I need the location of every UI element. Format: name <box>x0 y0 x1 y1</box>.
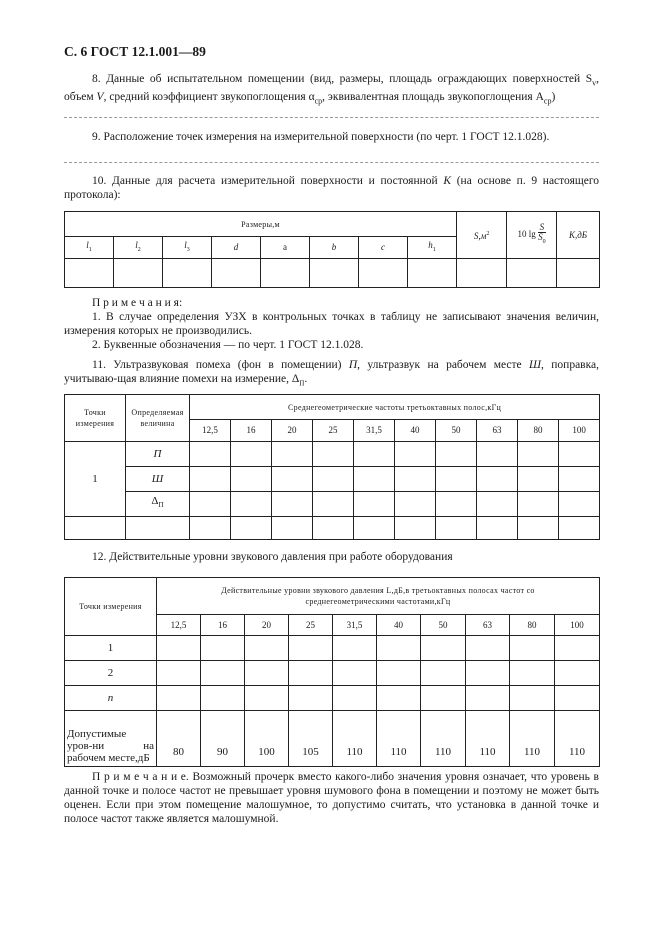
table-cell <box>201 686 245 711</box>
freq-cell: 20 <box>272 420 313 442</box>
table-cell <box>436 442 477 467</box>
table-cell <box>245 661 289 686</box>
table-cell <box>510 686 555 711</box>
table-cell <box>272 517 313 540</box>
measurement-surface-table <box>64 211 600 288</box>
table-cell <box>518 517 559 540</box>
table-cell <box>477 442 518 467</box>
page-header: С. 6 ГОСТ 12.1.001—89 <box>64 44 206 59</box>
table-cell <box>518 492 559 517</box>
quantity-p: П <box>126 442 190 467</box>
sound-pressure-table <box>64 577 600 767</box>
table-cell <box>272 442 313 467</box>
table-cell <box>395 467 436 492</box>
freq-cell: 16 <box>231 420 272 442</box>
quantity-delta: $\Delta_П$ <box>126 492 190 517</box>
col-a: a <box>261 237 310 259</box>
table-cell <box>477 492 518 517</box>
table-cell <box>395 517 436 540</box>
table-cell <box>559 492 600 517</box>
col-h1: $h_1$ <box>408 237 457 259</box>
table-cell <box>65 259 114 288</box>
allowed-level: 110 <box>555 711 600 767</box>
table-cell <box>436 492 477 517</box>
table-cell <box>436 467 477 492</box>
freq-cell: 100 <box>555 615 600 636</box>
table-cell <box>333 661 377 686</box>
allowed-levels-label: Допустимые уров-ни на рабочем месте,дБ <box>65 711 157 767</box>
freq-cell: 16 <box>201 615 245 636</box>
freq-cell: 40 <box>395 420 436 442</box>
log-header: 10 lg $\frac{S}{S_0}$ <box>507 212 557 259</box>
freq-cell: 25 <box>289 615 333 636</box>
table-cell <box>261 259 310 288</box>
table-cell <box>190 442 231 467</box>
table-cell <box>466 661 510 686</box>
table-cell <box>557 259 600 288</box>
table-cell <box>272 467 313 492</box>
freq-cell: 63 <box>477 420 518 442</box>
col-l2: $l_2$ <box>114 237 163 259</box>
freq-cell: 40 <box>377 615 421 636</box>
freq-cell: 50 <box>421 615 466 636</box>
table-cell <box>477 517 518 540</box>
col-c: c <box>359 237 408 259</box>
allowed-level: 110 <box>377 711 421 767</box>
freq-cell: 31,5 <box>354 420 395 442</box>
table-cell <box>157 686 201 711</box>
col-l1: $l_1$ <box>65 237 114 259</box>
table-cell <box>395 492 436 517</box>
table-cell <box>354 442 395 467</box>
table-cell <box>377 636 421 661</box>
final-note: П р и м е ч а н и е. Возможный прочерк вместо какого-либо значения уровня означает, что уровень в данной точке и полосе частот не превышает уровня шумового фона в помещении и поэтому не может быть оценен. Если при этом помещение малошумное, то допустимо считать, что установка в данной точке и полосе частот также является малошумной. <box>64 771 599 825</box>
col-d: d <box>212 237 261 259</box>
section-9-text: 9. Расположение точек измерения на измерительной поверхности (по черт. 1 ГОСТ 12.1.028). <box>92 131 550 143</box>
table-cell <box>201 661 245 686</box>
table-cell <box>555 661 600 686</box>
note-item-2: 2. Буквенные обозначения — по черт. 1 ГОСТ 12.1.028. <box>92 339 364 351</box>
table-cell <box>190 492 231 517</box>
table-cell <box>436 517 477 540</box>
table-cell <box>212 259 261 288</box>
freq-header: Среднегеометрические частоты третьоктавных полос,кГц <box>190 395 600 420</box>
table-cell <box>310 259 359 288</box>
table-cell <box>190 467 231 492</box>
table-cell <box>559 442 600 467</box>
table-cell <box>313 442 354 467</box>
row-point-1: 1 <box>65 636 157 661</box>
table-cell <box>507 259 557 288</box>
table-cell <box>157 661 201 686</box>
ultrasound-noise-table <box>64 394 600 540</box>
freq-cell: 50 <box>436 420 477 442</box>
table-cell <box>231 467 272 492</box>
table-cell <box>354 467 395 492</box>
table-cell <box>477 467 518 492</box>
table-cell <box>313 467 354 492</box>
point-1: 1 <box>65 442 126 517</box>
freq-cell: 12,5 <box>190 420 231 442</box>
table-cell <box>421 636 466 661</box>
table-cell <box>466 636 510 661</box>
allowed-level: 110 <box>333 711 377 767</box>
freq-cell: 31,5 <box>333 615 377 636</box>
table-cell <box>377 686 421 711</box>
table-cell <box>559 517 600 540</box>
table-cell <box>510 661 555 686</box>
table-cell <box>457 259 507 288</box>
table-cell <box>555 636 600 661</box>
allowed-level: 80 <box>157 711 201 767</box>
freq-cell: 80 <box>510 615 555 636</box>
table-cell <box>289 636 333 661</box>
table-cell <box>114 259 163 288</box>
allowed-level: 110 <box>466 711 510 767</box>
table-cell <box>333 686 377 711</box>
table-cell <box>555 686 600 711</box>
points-header: Точки измерения <box>65 395 126 442</box>
table-cell <box>126 517 190 540</box>
table-cell <box>231 442 272 467</box>
allowed-level: 110 <box>510 711 555 767</box>
row-point-2: 2 <box>65 661 157 686</box>
table-cell <box>333 636 377 661</box>
table-cell <box>201 636 245 661</box>
table-cell <box>518 442 559 467</box>
table-cell <box>313 492 354 517</box>
freq-cell: 12,5 <box>157 615 201 636</box>
table-cell <box>245 636 289 661</box>
quantity-sh: Ш <box>126 467 190 492</box>
table-cell <box>421 661 466 686</box>
freq-cell: 63 <box>466 615 510 636</box>
table-cell <box>510 636 555 661</box>
col-b: b <box>310 237 359 259</box>
table-cell <box>289 686 333 711</box>
table-cell <box>354 492 395 517</box>
dims-header: Размеры,м <box>65 212 457 237</box>
note-item-1: 1. В случае определения УЗХ в контрольных точках в таблицу не записывают значения величин, измерения которых не производились. <box>64 311 599 337</box>
freq-cell: 100 <box>559 420 600 442</box>
table-cell <box>359 259 408 288</box>
table-cell <box>65 517 126 540</box>
section-12-text: 12. Действительные уровни звукового давления при работе оборудования <box>92 551 453 563</box>
allowed-level: 90 <box>201 711 245 767</box>
table-cell <box>466 686 510 711</box>
allowed-level: 100 <box>245 711 289 767</box>
s-header: $S,м^2$ <box>457 212 507 259</box>
allowed-level: 105 <box>289 711 333 767</box>
table-cell <box>354 517 395 540</box>
section-10-text: 10. Данные для расчета измерительной поверхности и постоянной K (на основе п. 9 настоящего протокола): <box>64 175 599 201</box>
freq-cell: 80 <box>518 420 559 442</box>
freq-cell: 20 <box>245 615 289 636</box>
quantity-header: Определяемая величина <box>126 395 190 442</box>
table-cell <box>395 442 436 467</box>
table-cell <box>559 467 600 492</box>
table-cell <box>231 492 272 517</box>
table-cell <box>163 259 212 288</box>
table-cell <box>421 686 466 711</box>
table-cell <box>518 467 559 492</box>
notes-title: П р и м е ч а н и я: <box>92 297 183 309</box>
table-cell <box>408 259 457 288</box>
k-header: K,дБ <box>557 212 600 259</box>
section-11-text: 11. Ультразвуковая помеха (фон в помещении) П, ультразвук на рабочем месте Ш, поправка, учитываю-щая влияние помехи на измерение, $\Delta_П$. <box>64 359 599 388</box>
table-cell <box>245 686 289 711</box>
points-header: Точки измерения <box>65 578 157 636</box>
col-l3: $l_3$ <box>163 237 212 259</box>
table-cell <box>190 517 231 540</box>
table-cell <box>231 517 272 540</box>
fill-line-9 <box>64 162 599 163</box>
table-cell <box>377 661 421 686</box>
fill-line-8 <box>64 117 599 118</box>
levels-header: Действительные уровни звукового давления L,дБ,в третьоктавных полосах частот со среднегеометрическими частотами,кГц <box>157 578 600 615</box>
table-cell <box>272 492 313 517</box>
freq-cell: 25 <box>313 420 354 442</box>
row-point-n: n <box>65 686 157 711</box>
section-8-text: 8. Данные об испытательном помещении (вид, размеры, площадь ограждающих поверхностей $S_v$, объем V, средний коэффициент звукопоглощения $\alpha_{ср}$, эквивалентная площадь звукопоглощения $A_{ср}$) <box>64 73 599 106</box>
table-cell <box>313 517 354 540</box>
table-cell <box>289 661 333 686</box>
table-cell <box>157 636 201 661</box>
allowed-level: 110 <box>421 711 466 767</box>
